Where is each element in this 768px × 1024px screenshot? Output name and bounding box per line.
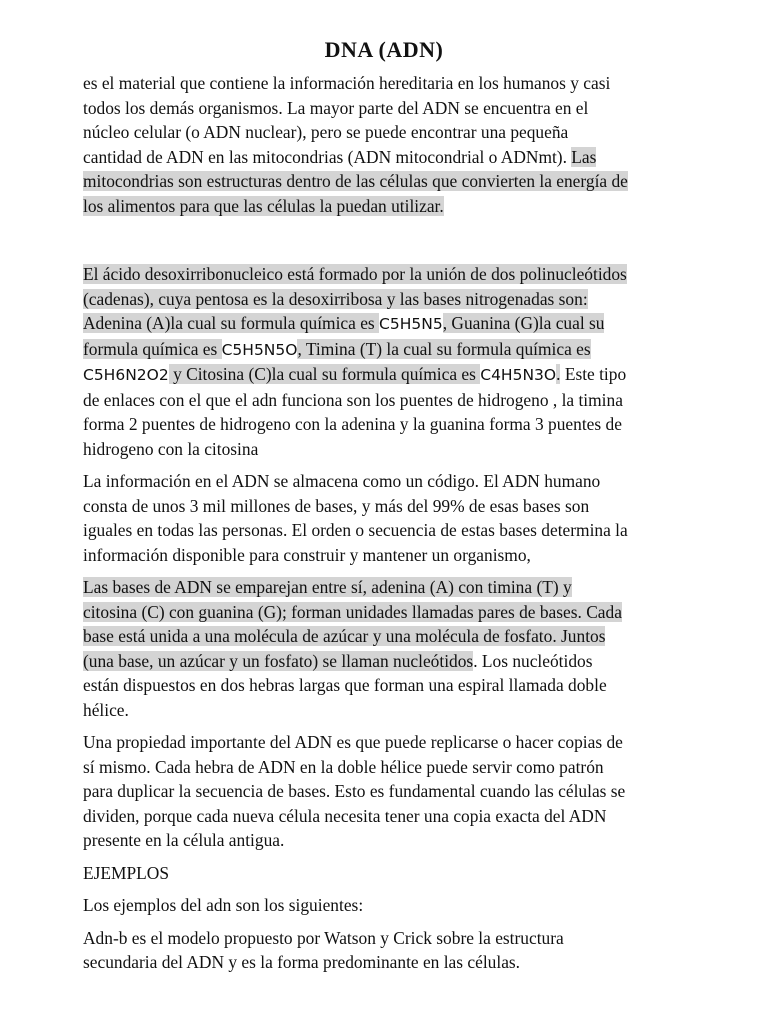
text-run: Este tipo: [560, 364, 627, 384]
highlighted-text: (una base, un azúcar y un fosfato) se llaman nucleótidos: [83, 650, 474, 671]
highlighted-text: Las: [571, 146, 597, 167]
text-line: La información en el ADN se almacena como un código. El ADN humano: [83, 471, 601, 491]
text-line: [83, 169, 733, 194]
paragraph-code: [83, 469, 733, 567]
formula-adenine: C5H5N5: [379, 315, 443, 333]
paragraph-structure: [83, 262, 733, 461]
formula-cytosine: C4H5N3O: [480, 366, 557, 384]
text-line: [83, 194, 733, 219]
highlighted-text: Las bases de ADN se emparejan entre sí, adenina (A) con timina (T) y: [83, 577, 572, 597]
text-run: . Los nucleótidos: [473, 650, 593, 671]
highlighted-text: citosina (C) con guanina (G); forman unidades llamadas pares de bases. Cada: [83, 601, 622, 622]
highlighted-text: El ácido desoxirribonucleico está formado por la unión de dos polinucleótidos: [83, 264, 627, 284]
text-line: todos los demás organismos. La mayor parte del ADN se encuentra en el: [83, 97, 589, 118]
formula-guanine: C5H5N5O: [221, 340, 298, 359]
text-line: secundaria del ADN y es la forma predominante en las células.: [83, 952, 521, 972]
text-line: [83, 649, 733, 674]
text-line: [83, 362, 733, 388]
text-line: hidrogeno con la citosina: [83, 438, 259, 459]
text-line: [83, 624, 733, 649]
text-line: EJEMPLOS: [83, 862, 170, 883]
text-line: consta de unos 3 mil millones de bases, y más del 99% de esas bases son: [83, 495, 590, 516]
paragraph-examples-intro: [83, 893, 733, 918]
text-line: [83, 600, 733, 625]
text-line: sí mismo. Cada hebra de ADN en la doble hélice puede servir como patrón: [83, 756, 604, 777]
text-line: presente en la célula antigua.: [83, 830, 285, 850]
text-line: Los ejemplos del adn son los siguientes:: [83, 895, 364, 915]
highlighted-text: base está unida a una molécula de azúcar y una molécula de fosfato. Juntos: [83, 626, 606, 646]
text-line: [83, 145, 733, 170]
formula-thymine: C5H6N2O2: [83, 366, 169, 384]
text-line: hélice.: [83, 699, 129, 720]
text-line: [83, 575, 733, 600]
text-line: de enlaces con el que el adn funciona son los puentes de hidrogeno , la timina: [83, 389, 623, 410]
highlighted-text: formula química es: [83, 338, 222, 359]
highlighted-text: (cadenas), cuya pentosa es la desoxirribosa y las bases nitrogenadas son:: [83, 288, 588, 309]
text-line: Una propiedad importante del ADN es que puede replicarse o hacer copias de: [83, 732, 623, 752]
highlighted-text: .: [556, 364, 561, 384]
text-line: información disponible para construir y mantener un organismo,: [83, 544, 531, 565]
text-line: forma 2 puentes de hidrogeno con la adenina y la guanina forma 3 puentes de: [83, 414, 622, 434]
paragraph-base-pairs: [83, 575, 733, 722]
text-line: es el material que contiene la información hereditaria en los humanos y casi: [83, 73, 611, 93]
document-body: [83, 71, 733, 983]
paragraph-replication: [83, 730, 733, 853]
highlighted-text: , Timina (T) la cual su formula química es: [297, 338, 591, 359]
text-run: cantidad de ADN en las mitocondrias (ADN mitocondrial o ADNmt).: [83, 146, 572, 167]
highlighted-text: mitocondrias son estructuras dentro de las células que convierten la energía de: [83, 171, 628, 191]
text-line: Adn-b es el modelo propuesto por Watson y Crick sobre la estructura: [83, 927, 564, 948]
highlighted-text: y Citosina (C)la cual su formula química es: [168, 364, 481, 384]
paragraph-intro: [83, 71, 733, 218]
highlighted-text: , Guanina (G)la cual su: [442, 313, 605, 333]
text-line: [83, 311, 733, 337]
text-line: núcleo celular (o ADN nuclear), pero se puede encontrar una pequeña: [83, 122, 569, 142]
text-line: [83, 337, 733, 363]
text-line: dividen, porque cada nueva célula necesita tener una copia exacta del ADN: [83, 805, 607, 826]
text-line: [83, 287, 733, 312]
text-line: para duplicar la secuencia de bases. Esto es fundamental cuando las células se: [83, 781, 626, 801]
document-title: DNA (ADN): [324, 37, 444, 62]
text-line: [83, 262, 733, 287]
paragraph-adn-b: [83, 926, 733, 975]
highlighted-text: los alimentos para que las células la puedan utilizar.: [83, 195, 444, 216]
section-heading-examples: [83, 861, 733, 886]
text-line: están dispuestos en dos hebras largas que forman una espiral llamada doble: [83, 675, 607, 695]
text-line: iguales en todas las personas. El orden o secuencia de estas bases determina la: [83, 520, 628, 540]
highlighted-text: Adenina (A)la cual su formula química es: [83, 313, 380, 333]
